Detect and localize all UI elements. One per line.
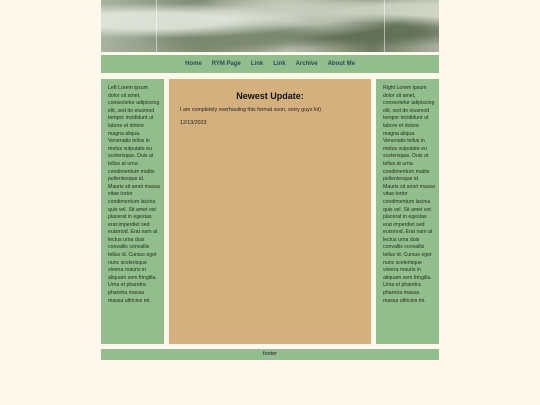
left-sidebar-text: Left Lorem ipsum dolor sit amet, consectetur adipiscing elit, sed do eiusmod tempor incididunt ut labore et dolore magna aliqua. Venenatis tellus in metus vulputate eu scelerisque. Duis at tellus at urna condimentum mattis pellentesque id. Mauris sit amet massa vitae tortor condimentum lacinia quis vel. Sit amet est placerat in egestas erat imperdiet sed euismod. Erat nam at lectus urna duis convallis convallis tellus id. Cursus eget nunc scelerisque viverra mauris in aliquam sem fringilla. Urna et pharetra pharetra massa massa ultricies mi. <box>108 85 160 304</box>
nav-link-rym-page[interactable]: RYM Page <box>211 61 241 67</box>
right-sidebar-text: Right Lorem ipsum dolor sit amet, consectetur adipiscing elit, sed do eiusmod tempor incididunt ut labore et dolore magna aliqua. Venenatis tellus in metus vulputate eu scelerisque. Duis at tellus at urna condimentum mattis pellentesque id. Mauris sit amet massa vitae tortor condimentum lacinia quis vel. Sit amet est placerat in egestas erat imperdiet sed euismod. Erat nam at lectus urna duis convallis convallis tellus id. Cursus eget nunc scelerisque viverra mauris in aliquam sem fringilla. Urna et pharetra pharetra massa massa ultricies mi. <box>383 85 435 304</box>
nav-link-link-2[interactable]: Link <box>273 61 286 67</box>
update-message: I am completely overhauling this format soon, sorry guys lol) <box>180 107 322 113</box>
nav-link-link-1[interactable]: Link <box>250 61 264 67</box>
left-sidebar <box>101 79 164 344</box>
banner-seam <box>156 0 157 52</box>
nav-bar <box>101 55 439 73</box>
main-content <box>169 79 371 344</box>
footer-text: footer <box>262 351 278 357</box>
header-banner-image <box>101 0 439 52</box>
nav-link-home[interactable]: Home <box>185 61 202 67</box>
nav-link-archive[interactable]: Archive <box>295 61 318 67</box>
banner-seam <box>384 0 385 52</box>
footer <box>101 349 439 360</box>
right-sidebar <box>376 79 439 344</box>
update-heading: Newest Update: <box>236 91 304 101</box>
nav-link-about-me[interactable]: About Me <box>327 61 355 67</box>
update-date: 12/13/2023 <box>180 120 207 126</box>
